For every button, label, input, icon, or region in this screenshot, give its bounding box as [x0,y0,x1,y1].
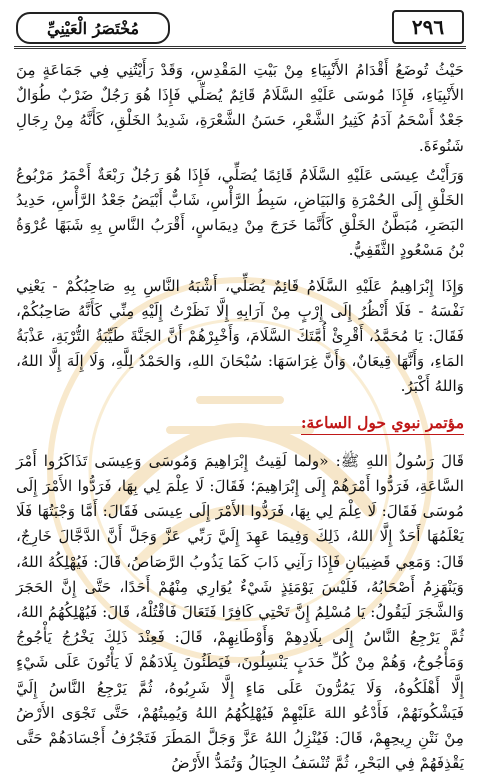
paragraph-hour-conference: قَالَ رَسُولُ اللهِ ﷺ: «ولما لَقِيتُ إِبْرَاهِيمَ وَمُوسَى وَعِيسَى تَذَاكَرُوا أَمْرَ السَّاعَةِ، فَرَدُّوا أَمْرَهُمْ إِلَى إِبْرَاهِيمَ؛ فَقَالَ: لَا عِلْمَ لِي بِهَا، فَرَدُّوا الأَمْرَ إِلَى مُوسَى فَقَالَ: لَا عِلْمَ لِي بِهَا، فَرَدُّوا الأَمْرَ إِلَى عِيسَى فَقَالَ: أَمَّا وَجْبَتُهَا فَلَا يَعْلَمُهَا أَحَدٌ إِلَّا اللهُ، ذَلِكَ وَفِيمَا عَهِدَ إِلَيَّ رَبِّي عَزَّ وَجَلَّ أَنَّ الدَّجَّالَ خَارِجٌ، قَالَ: وَمَعِي قَضِيبَانِ فَإِذَا رَآنِي ذَابَ كَمَا يَذُوبُ الرَّصَاصُ، قَالَ: فَيُهْلِكُهُ اللهُ، وَيَنْهَزِمُ أَصْحَابُهُ، فَلَيْسَ يَوْمَئِذٍ شَيْءٌ يُوَارِي مِنْهُمْ أَحَدًا، حَتَّى إِنَّ الحَجَرَ وَالشَّجَرَ لَيَقُولُ: يَا مُسْلِمُ إِنَّ تَحْتِي كَافِرًا فَتَعَالَ فَاقْتُلْهُ، قَالَ: فَيُهْلِكُهُمُ اللهُ، ثُمَّ يَرْجِعُ النَّاسُ إِلَى بِلَادِهِمْ وَأَوْطَانِهِمْ، قَالَ: فَعِنْدَ ذَلِكَ يَخْرُجُ يَأْجُوجُ وَمَأْجُوجُ، وَهُمْ مِنْ كُلِّ حَدَبٍ يَنْسِلُونَ، فَيَطَئُونَ بِلَادَهُمْ لَا يَأْتُونَ عَلَى شَيْءٍ إِلَّا أَهْلَكُوهُ، وَلَا يَمُرُّونَ عَلَى مَاءٍ إِلَّا شَرِبُوهُ، ثُمَّ يَرْجِعُ النَّاسُ إِلَيَّ فَيَشْكُونَهُمْ، فَأَدْعُو اللهَ عَلَيْهِمْ فَيُهْلِكُهُمُ اللهُ وَيُمِيتُهُمْ، حَتَّى تَجْوَى الأَرْضُ مِنْ نَتْنِ رِيحِهِمْ، قَالَ: فَيُنْزِلُ اللهُ عَزَّ وَجَلَّ المَطَرَ فَتَجْرُفُ أَجْسَادَهُمْ حَتَّى يَقْذِفَهُمْ فِي البَحْرِ، ثُمَّ تُنْسَفُ الجِبَالُ وَتُمَدُّ الأَرْضُ [16,451,464,773]
page-number: ٢٩٦ [392,10,464,44]
book-title-banner: مُخْتَصَرُ الْعَيْنِيِّ [16,12,170,44]
paragraph-abraham: وَإِذَا إِبْرَاهِيمُ عَلَيْهِ السَّلَامُ قَائِمٌ يُصَلِّي، أَشْبَهُ النَّاسِ بِهِ صَاحِبُكُمْ - يَعْنِي نَفْسَهُ - فَلَا أَنْظُرُ إِلَى إِرْبٍ مِنْ آرَابِهِ إِلَّا نَظَرْتُ إِلَيْهِ مِنِّي كَأَنَّهُ صَاحِبُكُمْ، فَقَالَ: يَا مُحَمَّدُ، أَقْرِئْ أُمَّتَكَ السَّلَامَ، وَأَخْبِرْهُمْ أَنَّ الجَنَّةَ طَيِّبَةُ التُّرْبَةِ، عَذْبَةُ المَاءِ، وَأَنَّهَا قِيعَانٌ، وَأَنَّ غِرَاسَهَا: سُبْحَانَ اللهِ، وَالحَمْدُ لِلَّهِ، وَلَا إِلَهَ إِلَّا اللهُ، وَاللهُ أَكْبَرُ. [16,276,464,396]
page-header [14,8,466,49]
page-body [16,58,464,780]
paragraph-moses: حَيْثُ تُوضَعُ أَقْدَامُ الأَنْبِيَاءِ مِنْ بَيْتِ المَقْدِسِ، وَقَدْ رَأَيْتُنِي فِي جَمَاعَةٍ مِنَ الأَنْبِيَاءِ، فَإِذَا مُوسَى عَلَيْهِ السَّلَامُ قَائِمٌ يُصَلِّي فَإِذَا هُوَ رَجُلٌ ضَرْبٌ طُوَالٌ جَعْدٌ أَسْحَمُ آدَمُ كَثِيرُ الشَّعْرِ، حَسَنُ الشَّعْرَةِ، شَدِيدُ الخَلْقِ، كَأَنَّهُ مِنْ رِجَالِ شَنُوءَةَ. [16,61,464,155]
section-heading [16,410,464,435]
paragraph-jesus: وَرَأَيْتُ عِيسَى عَلَيْهِ السَّلَامُ قَائِمًا يُصَلِّي، فَإِذَا هُوَ رَجُلٌ رَبْعَةٌ أَحْمَرُ مَرْبُوعُ الخَلْقِ إِلَى الحُمْرَةِ وَالبَيَاضِ، سَبِطُ الرَّأْسِ، شَابٌّ أَبْيَضُ جَعْدُ الرَّأْسِ، حَدِيدُ البَصَرِ، مُبَطَّنُ الخَلْقِ كَأَنَّمَا خَرَجَ مِنْ دِيمَاسٍ، أَقْرَبُ النَّاسِ بِهِ شَبَهًا عُرْوَةُ بْنُ مَسْعُودٍ الثَّقَفِيُّ. [16,165,464,260]
section-heading-text: مؤتمر نبوي حول الساعة: [301,413,464,435]
